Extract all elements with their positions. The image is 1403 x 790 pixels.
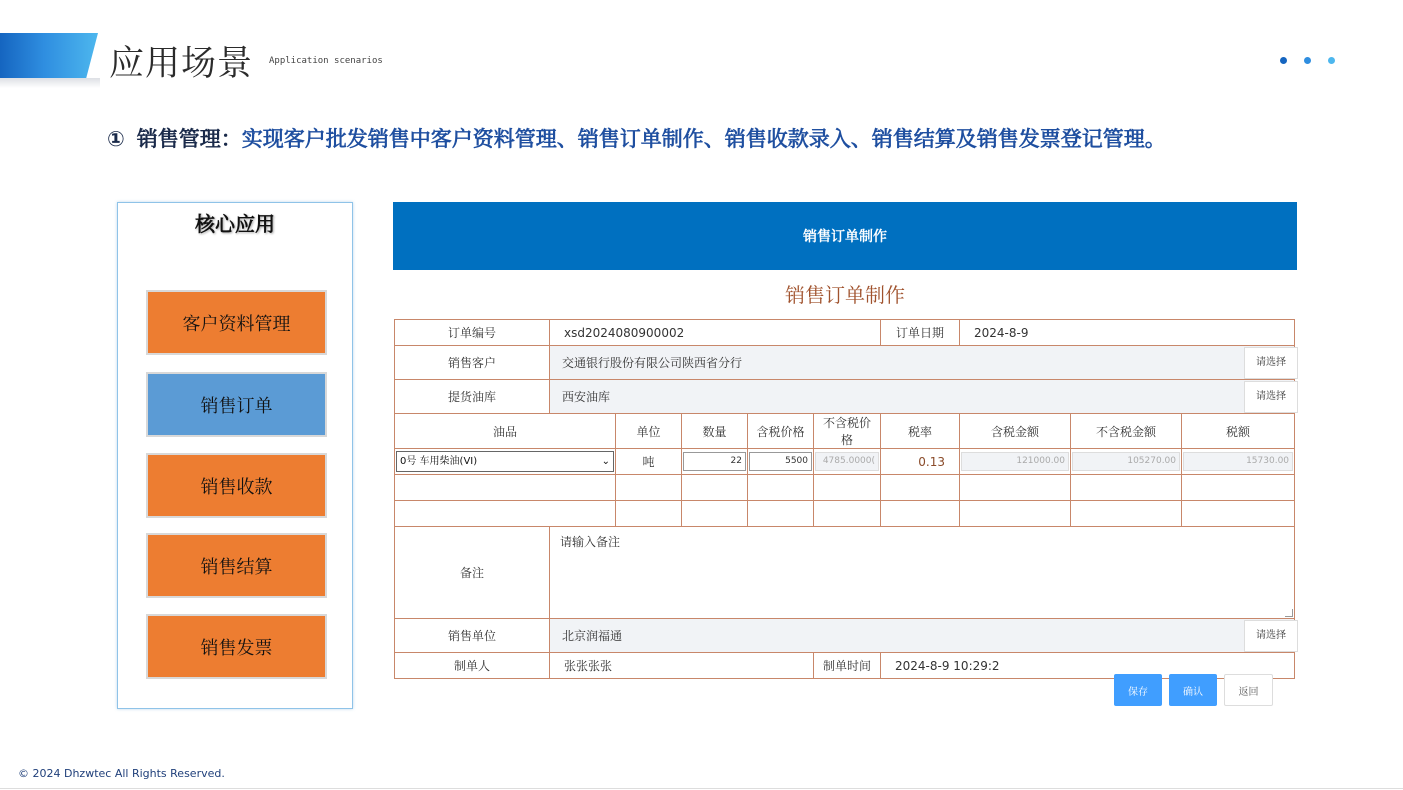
core-item-sales-receipt[interactable]: 销售收款 [146,453,327,518]
dot-icon [1304,57,1311,64]
core-apps-title: 核心应用 [195,212,275,236]
made-time-label: 制单时间 [814,653,881,679]
remark-placeholder: 请输入备注 [560,535,621,549]
core-item-sales-settlement[interactable]: 销售结算 [146,533,327,598]
table-row [395,501,1295,527]
col-header-qty: 数量 [682,414,748,449]
confirm-button[interactable]: 确认 [1169,674,1217,706]
chevron-down-icon: ⌄ [601,456,610,467]
table-row [395,449,1295,475]
tax-cell [1182,449,1295,475]
order-date-field[interactable]: 2024-8-9 [960,320,1295,346]
form-header-bar: 销售订单制作 [393,202,1297,270]
price-tax-input[interactable]: 5500 [749,452,812,471]
amount-notax-cell [1071,449,1182,475]
core-item-sales-order[interactable]: 销售订单 [146,372,327,437]
col-header-price-tax: 含税价格 [748,414,814,449]
footer-divider [0,788,1403,789]
made-time-field: 2024-8-9 10:29:2 [881,653,1295,679]
depot-value: 西安油库 [562,389,611,404]
core-item-sales-invoice[interactable]: 销售发票 [146,614,327,679]
customer-pick-button[interactable]: 请选择 [1244,347,1298,379]
page-title: 应用场景 [109,44,254,84]
table-row [395,475,1295,501]
col-header-amount-notax: 不含税金额 [1071,414,1182,449]
dot-icon [1280,57,1287,64]
product-select-value: 0号 车用柴油(VI) [400,456,478,467]
order-date-label: 订单日期 [881,320,960,346]
price-tax-cell [748,449,814,475]
depot-field[interactable] [550,380,1295,414]
qty-cell [682,449,748,475]
depot-pick-button[interactable]: 请选择 [1244,381,1298,413]
col-header-amount-tax: 含税金额 [960,414,1071,449]
product-cell [395,449,616,475]
headline-label: 销售管理： [136,128,242,151]
col-header-price-notax: 不含税价格 [814,414,881,449]
tax-rate-cell: 0.13 [881,449,960,475]
amount-tax-input: 121000.00 [961,452,1069,471]
sales-unit-label: 销售单位 [395,619,550,653]
dot-icon [1328,57,1335,64]
amount-tax-cell [960,449,1071,475]
product-select[interactable] [396,451,614,472]
back-button[interactable]: 返回 [1224,674,1273,706]
remark-label: 备注 [395,527,550,619]
headline-description: 实现客户批发销售中客户资料管理、销售订单制作、销售收款录入、销售结算及销售发票登记管理。 [241,128,1166,151]
customer-field[interactable] [550,346,1295,380]
unit-cell: 吨 [616,449,682,475]
section-headline [107,123,1166,153]
page-subtitle: Application scenarios [269,56,383,66]
amount-notax-input: 105270.00 [1072,452,1180,471]
footer-copyright: © 2024 Dhzwtec All Rights Reserved. [18,767,225,780]
depot-label: 提货油库 [395,380,550,414]
price-notax-cell [814,449,881,475]
sales-unit-value: 北京润福通 [562,628,623,643]
col-header-unit: 单位 [616,414,682,449]
order-no-field[interactable]: xsd2024080900002 [550,320,881,346]
order-no-label: 订单编号 [395,320,550,346]
qty-input[interactable]: 22 [683,452,746,471]
form-title: 销售订单制作 [785,283,905,307]
tax-input: 15730.00 [1183,452,1293,471]
core-item-customer[interactable]: 客户资料管理 [146,290,327,355]
col-header-tax-rate: 税率 [881,414,960,449]
headline-number: ① [107,128,125,151]
maker-label: 制单人 [395,653,550,679]
sales-unit-pick-button[interactable]: 请选择 [1244,620,1298,652]
price-notax-input: 4785.0000( [815,452,879,471]
col-header-tax: 税额 [1182,414,1295,449]
order-form-table [394,319,1295,679]
core-apps-panel [117,202,353,709]
col-header-product: 油品 [395,414,616,449]
header-accent-shadow [0,78,100,88]
remark-textarea[interactable] [550,527,1295,619]
customer-value: 交通银行股份有限公司陕西省分行 [562,355,743,370]
resize-grip-icon[interactable] [1285,609,1293,617]
sales-unit-field[interactable] [550,619,1295,653]
maker-field: 张张张张 [550,653,814,679]
customer-label: 销售客户 [395,346,550,380]
decorative-dots [1280,57,1335,64]
save-button[interactable]: 保存 [1114,674,1162,706]
header-accent-bar [0,33,98,78]
